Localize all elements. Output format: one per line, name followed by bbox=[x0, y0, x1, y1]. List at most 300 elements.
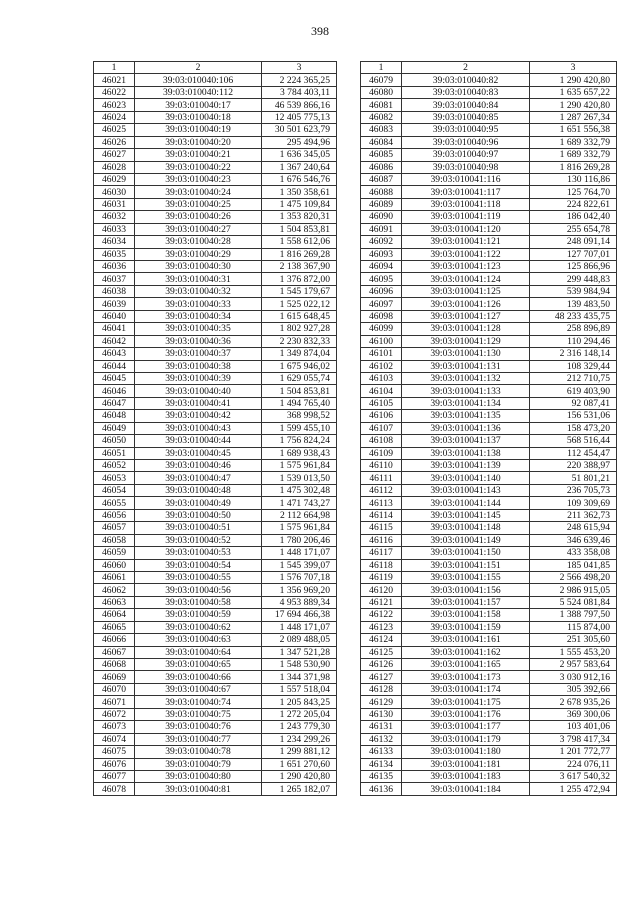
cadastral-number-cell: 39:03:010040:27 bbox=[135, 223, 262, 235]
row-number-cell: 46042 bbox=[94, 335, 135, 347]
table-row bbox=[94, 360, 337, 372]
cadastral-number-cell: 39:03:010041:159 bbox=[402, 621, 530, 633]
cadastral-number-cell: 39:03:010041:122 bbox=[402, 248, 530, 260]
cadastral-number-cell: 39:03:010040:106 bbox=[135, 74, 262, 86]
table-row bbox=[361, 484, 617, 496]
row-number-cell: 46135 bbox=[361, 770, 402, 782]
value-cell: 1 243 779,30 bbox=[262, 721, 337, 733]
cadastral-number-cell: 39:03:010041:121 bbox=[402, 236, 530, 248]
value-cell: 1 349 874,04 bbox=[262, 348, 337, 360]
cadastral-number-cell: 39:03:010041:116 bbox=[402, 173, 530, 185]
row-number-cell: 46088 bbox=[361, 186, 402, 198]
table-row bbox=[94, 435, 337, 447]
cadastral-number-cell: 39:03:010041:125 bbox=[402, 285, 530, 297]
value-cell: 539 984,94 bbox=[530, 285, 617, 297]
left-table-body bbox=[94, 74, 337, 795]
table-row bbox=[94, 149, 337, 161]
cadastral-number-cell: 39:03:010041:136 bbox=[402, 422, 530, 434]
value-cell: 1 290 420,80 bbox=[530, 74, 617, 86]
value-cell: 1 475 109,84 bbox=[262, 198, 337, 210]
table-row bbox=[361, 659, 617, 671]
table-row bbox=[361, 447, 617, 459]
table-row bbox=[361, 571, 617, 583]
header-cell-2: 2 bbox=[135, 62, 262, 74]
header-row bbox=[94, 62, 337, 74]
table-row bbox=[361, 99, 617, 111]
table-row bbox=[361, 472, 617, 484]
cadastral-number-cell: 39:03:010040:28 bbox=[135, 236, 262, 248]
value-cell: 127 707,01 bbox=[530, 248, 617, 260]
cadastral-number-cell: 39:03:010040:23 bbox=[135, 173, 262, 185]
row-number-cell: 46124 bbox=[361, 634, 402, 646]
row-number-cell: 46048 bbox=[94, 410, 135, 422]
row-number-cell: 46064 bbox=[94, 609, 135, 621]
table-row bbox=[361, 124, 617, 136]
row-number-cell: 46113 bbox=[361, 497, 402, 509]
value-cell: 305 392,66 bbox=[530, 683, 617, 695]
table-row bbox=[94, 770, 337, 782]
cadastral-number-cell: 39:03:010040:33 bbox=[135, 298, 262, 310]
cadastral-number-cell: 39:03:010040:24 bbox=[135, 186, 262, 198]
cadastral-number-cell: 39:03:010041:119 bbox=[402, 211, 530, 223]
value-cell: 255 654,78 bbox=[530, 223, 617, 235]
table-row bbox=[361, 596, 617, 608]
cadastral-number-cell: 39:03:010041:144 bbox=[402, 497, 530, 509]
cadastral-number-cell: 39:03:010040:26 bbox=[135, 211, 262, 223]
cadastral-number-cell: 39:03:010040:96 bbox=[402, 136, 530, 148]
cadastral-number-cell: 39:03:010041:117 bbox=[402, 186, 530, 198]
cadastral-number-cell: 39:03:010041:162 bbox=[402, 646, 530, 658]
table-row bbox=[361, 261, 617, 273]
row-number-cell: 46057 bbox=[94, 522, 135, 534]
cadastral-number-cell: 39:03:010040:59 bbox=[135, 609, 262, 621]
header-cell-2: 2 bbox=[402, 62, 530, 74]
value-cell: 1 525 022,12 bbox=[262, 298, 337, 310]
table-row bbox=[361, 721, 617, 733]
value-cell: 17 694 466,38 bbox=[262, 609, 337, 621]
row-number-cell: 46080 bbox=[361, 86, 402, 98]
row-number-cell: 46078 bbox=[94, 783, 135, 795]
row-number-cell: 46073 bbox=[94, 721, 135, 733]
cadastral-number-cell: 39:03:010040:95 bbox=[402, 124, 530, 136]
table-row bbox=[94, 136, 337, 148]
value-cell: 1 475 302,48 bbox=[262, 484, 337, 496]
cadastral-number-cell: 39:03:010041:134 bbox=[402, 397, 530, 409]
row-number-cell: 46134 bbox=[361, 758, 402, 770]
value-cell: 1 504 853,81 bbox=[262, 385, 337, 397]
cadastral-number-cell: 39:03:010041:120 bbox=[402, 223, 530, 235]
value-cell: 433 358,08 bbox=[530, 547, 617, 559]
table-row bbox=[361, 435, 617, 447]
table-row bbox=[94, 571, 337, 583]
row-number-cell: 46076 bbox=[94, 758, 135, 770]
value-cell: 295 494,96 bbox=[262, 136, 337, 148]
cadastral-number-cell: 39:03:010040:38 bbox=[135, 360, 262, 372]
table-row bbox=[94, 310, 337, 322]
table-row bbox=[361, 509, 617, 521]
cadastral-number-cell: 39:03:010040:32 bbox=[135, 285, 262, 297]
cadastral-number-cell: 39:03:010040:50 bbox=[135, 509, 262, 521]
table-row bbox=[94, 111, 337, 123]
table-row bbox=[361, 534, 617, 546]
cadastral-number-cell: 39:03:010040:66 bbox=[135, 671, 262, 683]
table-row bbox=[361, 634, 617, 646]
row-number-cell: 46025 bbox=[94, 124, 135, 136]
row-number-cell: 46099 bbox=[361, 323, 402, 335]
value-cell: 2 230 832,33 bbox=[262, 335, 337, 347]
cadastral-number-cell: 39:03:010040:98 bbox=[402, 161, 530, 173]
right-table-body bbox=[361, 74, 617, 795]
value-cell: 368 998,52 bbox=[262, 410, 337, 422]
value-cell: 224 822,61 bbox=[530, 198, 617, 210]
row-number-cell: 46065 bbox=[94, 621, 135, 633]
header-cell-3: 3 bbox=[262, 62, 337, 74]
row-number-cell: 46095 bbox=[361, 273, 402, 285]
row-number-cell: 46044 bbox=[94, 360, 135, 372]
row-number-cell: 46070 bbox=[94, 683, 135, 695]
table-row bbox=[361, 86, 617, 98]
cadastral-number-cell: 39:03:010040:37 bbox=[135, 348, 262, 360]
cadastral-number-cell: 39:03:010040:77 bbox=[135, 733, 262, 745]
row-number-cell: 46098 bbox=[361, 310, 402, 322]
table-row bbox=[361, 758, 617, 770]
table-row bbox=[361, 422, 617, 434]
table-row bbox=[94, 522, 337, 534]
cadastral-number-cell: 39:03:010040:49 bbox=[135, 497, 262, 509]
row-number-cell: 46104 bbox=[361, 385, 402, 397]
value-cell: 1 555 453,20 bbox=[530, 646, 617, 658]
table-row bbox=[361, 236, 617, 248]
row-number-cell: 46125 bbox=[361, 646, 402, 658]
row-number-cell: 46129 bbox=[361, 696, 402, 708]
table-row bbox=[94, 211, 337, 223]
table-row bbox=[361, 149, 617, 161]
row-number-cell: 46034 bbox=[94, 236, 135, 248]
table-row bbox=[361, 173, 617, 185]
cadastral-number-cell: 39:03:010040:80 bbox=[135, 770, 262, 782]
row-number-cell: 46108 bbox=[361, 435, 402, 447]
table-row bbox=[94, 223, 337, 235]
value-cell: 115 874,00 bbox=[530, 621, 617, 633]
table-row bbox=[94, 621, 337, 633]
row-number-cell: 46022 bbox=[94, 86, 135, 98]
row-number-cell: 46069 bbox=[94, 671, 135, 683]
table-row bbox=[94, 534, 337, 546]
value-cell: 1 651 270,60 bbox=[262, 758, 337, 770]
row-number-cell: 46061 bbox=[94, 571, 135, 583]
cadastral-number-cell: 39:03:010041:158 bbox=[402, 609, 530, 621]
table-row bbox=[361, 136, 617, 148]
cadastral-number-cell: 39:03:010040:58 bbox=[135, 596, 262, 608]
table-row bbox=[94, 460, 337, 472]
row-number-cell: 46097 bbox=[361, 298, 402, 310]
table-row bbox=[361, 410, 617, 422]
value-cell: 1 290 420,80 bbox=[262, 770, 337, 782]
value-cell: 1 287 267,34 bbox=[530, 111, 617, 123]
table-row bbox=[361, 733, 617, 745]
row-number-cell: 46114 bbox=[361, 509, 402, 521]
table-row bbox=[94, 659, 337, 671]
table-row bbox=[94, 298, 337, 310]
table-row bbox=[361, 522, 617, 534]
cadastral-number-cell: 39:03:010040:44 bbox=[135, 435, 262, 447]
cadastral-number-cell: 39:03:010040:43 bbox=[135, 422, 262, 434]
cadastral-number-cell: 39:03:010041:131 bbox=[402, 360, 530, 372]
row-number-cell: 46107 bbox=[361, 422, 402, 434]
value-cell: 51 801,21 bbox=[530, 472, 617, 484]
value-cell: 1 494 765,40 bbox=[262, 397, 337, 409]
row-number-cell: 46050 bbox=[94, 435, 135, 447]
value-cell: 1 558 612,06 bbox=[262, 236, 337, 248]
row-number-cell: 46089 bbox=[361, 198, 402, 210]
row-number-cell: 46056 bbox=[94, 509, 135, 521]
cadastral-number-cell: 39:03:010040:30 bbox=[135, 261, 262, 273]
cadastral-number-cell: 39:03:010040:19 bbox=[135, 124, 262, 136]
value-cell: 1 299 881,12 bbox=[262, 746, 337, 758]
value-cell: 1 629 055,74 bbox=[262, 372, 337, 384]
table-row bbox=[94, 248, 337, 260]
table-row bbox=[361, 621, 617, 633]
table-row bbox=[361, 385, 617, 397]
value-cell: 1 545 399,07 bbox=[262, 559, 337, 571]
value-cell: 3 784 403,11 bbox=[262, 86, 337, 98]
table-row bbox=[361, 223, 617, 235]
value-cell: 108 329,44 bbox=[530, 360, 617, 372]
row-number-cell: 46072 bbox=[94, 708, 135, 720]
table-row bbox=[94, 372, 337, 384]
value-cell: 3 798 417,34 bbox=[530, 733, 617, 745]
value-cell: 1 376 872,00 bbox=[262, 273, 337, 285]
value-cell: 92 087,41 bbox=[530, 397, 617, 409]
table-row bbox=[94, 646, 337, 658]
cadastral-number-cell: 39:03:010041:165 bbox=[402, 659, 530, 671]
table-row bbox=[94, 497, 337, 509]
row-number-cell: 46029 bbox=[94, 173, 135, 185]
value-cell: 2 112 664,98 bbox=[262, 509, 337, 521]
table-row bbox=[94, 484, 337, 496]
row-number-cell: 46053 bbox=[94, 472, 135, 484]
row-number-cell: 46063 bbox=[94, 596, 135, 608]
value-cell: 1 599 455,10 bbox=[262, 422, 337, 434]
table-row bbox=[361, 111, 617, 123]
cadastral-number-cell: 39:03:010041:140 bbox=[402, 472, 530, 484]
cadastral-number-cell: 39:03:010040:18 bbox=[135, 111, 262, 123]
row-number-cell: 46082 bbox=[361, 111, 402, 123]
row-number-cell: 46026 bbox=[94, 136, 135, 148]
row-number-cell: 46120 bbox=[361, 584, 402, 596]
row-number-cell: 46049 bbox=[94, 422, 135, 434]
table-row bbox=[94, 198, 337, 210]
value-cell: 248 615,94 bbox=[530, 522, 617, 534]
table-row bbox=[361, 248, 617, 260]
table-row bbox=[94, 509, 337, 521]
cadastral-number-cell: 39:03:010041:183 bbox=[402, 770, 530, 782]
table-row bbox=[361, 348, 617, 360]
cadastral-number-cell: 39:03:010040:65 bbox=[135, 659, 262, 671]
table-row bbox=[361, 559, 617, 571]
value-cell: 1 353 820,31 bbox=[262, 211, 337, 223]
cadastral-number-cell: 39:03:010041:184 bbox=[402, 783, 530, 795]
row-number-cell: 46116 bbox=[361, 534, 402, 546]
row-number-cell: 46037 bbox=[94, 273, 135, 285]
row-number-cell: 46032 bbox=[94, 211, 135, 223]
value-cell: 1 636 345,05 bbox=[262, 149, 337, 161]
cadastral-number-cell: 39:03:010040:55 bbox=[135, 571, 262, 583]
table-row bbox=[94, 683, 337, 695]
table-row bbox=[94, 559, 337, 571]
value-cell: 3 617 540,32 bbox=[530, 770, 617, 782]
row-number-cell: 46133 bbox=[361, 746, 402, 758]
cadastral-number-cell: 39:03:010040:17 bbox=[135, 99, 262, 111]
table-row bbox=[361, 198, 617, 210]
table-row bbox=[94, 696, 337, 708]
row-number-cell: 46047 bbox=[94, 397, 135, 409]
cadastral-number-cell: 39:03:010040:48 bbox=[135, 484, 262, 496]
value-cell: 1 675 946,02 bbox=[262, 360, 337, 372]
table-row bbox=[94, 236, 337, 248]
value-cell: 1 205 843,25 bbox=[262, 696, 337, 708]
table-row bbox=[94, 273, 337, 285]
row-number-cell: 46111 bbox=[361, 472, 402, 484]
row-number-cell: 46028 bbox=[94, 161, 135, 173]
cadastral-number-cell: 39:03:010041:118 bbox=[402, 198, 530, 210]
value-cell: 2 566 498,20 bbox=[530, 571, 617, 583]
value-cell: 1 201 772,77 bbox=[530, 746, 617, 758]
cadastral-number-cell: 39:03:010040:53 bbox=[135, 547, 262, 559]
row-number-cell: 46084 bbox=[361, 136, 402, 148]
table-row bbox=[94, 335, 337, 347]
cadastral-number-cell: 39:03:010041:138 bbox=[402, 447, 530, 459]
row-number-cell: 46121 bbox=[361, 596, 402, 608]
cadastral-number-cell: 39:03:010041:157 bbox=[402, 596, 530, 608]
table-row bbox=[361, 335, 617, 347]
cadastral-number-cell: 39:03:010040:78 bbox=[135, 746, 262, 758]
cadastral-number-cell: 39:03:010040:45 bbox=[135, 447, 262, 459]
header-row bbox=[361, 62, 617, 74]
cadastral-number-cell: 39:03:010040:56 bbox=[135, 584, 262, 596]
table-row bbox=[94, 447, 337, 459]
row-number-cell: 46086 bbox=[361, 161, 402, 173]
table-row bbox=[361, 186, 617, 198]
table-row bbox=[94, 746, 337, 758]
value-cell: 1 344 371,98 bbox=[262, 671, 337, 683]
table-row bbox=[361, 683, 617, 695]
value-cell: 5 524 081,84 bbox=[530, 596, 617, 608]
value-cell: 109 309,69 bbox=[530, 497, 617, 509]
row-number-cell: 46087 bbox=[361, 173, 402, 185]
value-cell: 4 953 889,34 bbox=[262, 596, 337, 608]
value-cell: 1 576 707,18 bbox=[262, 571, 337, 583]
table-row bbox=[361, 770, 617, 782]
cadastral-number-cell: 39:03:010040:36 bbox=[135, 335, 262, 347]
table-row bbox=[94, 385, 337, 397]
cadastral-number-cell: 39:03:010041:132 bbox=[402, 372, 530, 384]
row-number-cell: 46132 bbox=[361, 733, 402, 745]
row-number-cell: 46052 bbox=[94, 460, 135, 472]
row-number-cell: 46068 bbox=[94, 659, 135, 671]
value-cell: 1 367 240,64 bbox=[262, 161, 337, 173]
row-number-cell: 46077 bbox=[94, 770, 135, 782]
table-row bbox=[361, 609, 617, 621]
value-cell: 2 678 935,26 bbox=[530, 696, 617, 708]
cadastral-number-cell: 39:03:010041:175 bbox=[402, 696, 530, 708]
value-cell: 220 388,97 bbox=[530, 460, 617, 472]
value-cell: 211 362,73 bbox=[530, 509, 617, 521]
cadastral-number-cell: 39:03:010040:97 bbox=[402, 149, 530, 161]
cadastral-number-cell: 39:03:010041:139 bbox=[402, 460, 530, 472]
cadastral-number-cell: 39:03:010040:25 bbox=[135, 198, 262, 210]
cadastral-number-cell: 39:03:010041:133 bbox=[402, 385, 530, 397]
table-row bbox=[361, 285, 617, 297]
table-row bbox=[361, 211, 617, 223]
table-row bbox=[94, 783, 337, 795]
row-number-cell: 46109 bbox=[361, 447, 402, 459]
row-number-cell: 46027 bbox=[94, 149, 135, 161]
value-cell: 1 448 171,07 bbox=[262, 547, 337, 559]
value-cell: 112 454,47 bbox=[530, 447, 617, 459]
row-number-cell: 46131 bbox=[361, 721, 402, 733]
value-cell: 103 401,06 bbox=[530, 721, 617, 733]
right-table bbox=[360, 61, 617, 796]
row-number-cell: 46021 bbox=[94, 74, 135, 86]
table-row bbox=[94, 721, 337, 733]
cadastral-number-cell: 39:03:010041:137 bbox=[402, 435, 530, 447]
table-row bbox=[361, 646, 617, 658]
row-number-cell: 46127 bbox=[361, 671, 402, 683]
row-number-cell: 46123 bbox=[361, 621, 402, 633]
cadastral-number-cell: 39:03:010041:143 bbox=[402, 484, 530, 496]
row-number-cell: 46066 bbox=[94, 634, 135, 646]
row-number-cell: 46091 bbox=[361, 223, 402, 235]
page-number: 398 bbox=[311, 24, 329, 38]
value-cell: 48 233 435,75 bbox=[530, 310, 617, 322]
row-number-cell: 46130 bbox=[361, 708, 402, 720]
value-cell: 1 265 182,07 bbox=[262, 783, 337, 795]
row-number-cell: 46074 bbox=[94, 733, 135, 745]
row-number-cell: 46062 bbox=[94, 584, 135, 596]
row-number-cell: 46059 bbox=[94, 547, 135, 559]
row-number-cell: 46079 bbox=[361, 74, 402, 86]
table-row bbox=[94, 472, 337, 484]
value-cell: 3 030 912,16 bbox=[530, 671, 617, 683]
value-cell: 1 635 657,22 bbox=[530, 86, 617, 98]
value-cell: 258 896,89 bbox=[530, 323, 617, 335]
table-row bbox=[361, 360, 617, 372]
value-cell: 1 676 546,76 bbox=[262, 173, 337, 185]
table-row bbox=[94, 634, 337, 646]
cadastral-number-cell: 39:03:010040:46 bbox=[135, 460, 262, 472]
cadastral-number-cell: 39:03:010041:161 bbox=[402, 634, 530, 646]
value-cell: 299 448,83 bbox=[530, 273, 617, 285]
row-number-cell: 46035 bbox=[94, 248, 135, 260]
value-cell: 1 816 269,28 bbox=[262, 248, 337, 260]
left-table bbox=[93, 61, 337, 796]
value-cell: 1 290 420,80 bbox=[530, 99, 617, 111]
table-row bbox=[361, 746, 617, 758]
table-row bbox=[361, 310, 617, 322]
value-cell: 346 639,46 bbox=[530, 534, 617, 546]
cadastral-number-cell: 39:03:010040:29 bbox=[135, 248, 262, 260]
cadastral-number-cell: 39:03:010041:176 bbox=[402, 708, 530, 720]
row-number-cell: 46046 bbox=[94, 385, 135, 397]
row-number-cell: 46036 bbox=[94, 261, 135, 273]
table-row bbox=[94, 708, 337, 720]
cadastral-number-cell: 39:03:010040:81 bbox=[135, 783, 262, 795]
row-number-cell: 46112 bbox=[361, 484, 402, 496]
row-number-cell: 46038 bbox=[94, 285, 135, 297]
cadastral-number-cell: 39:03:010041:181 bbox=[402, 758, 530, 770]
cadastral-number-cell: 39:03:010040:83 bbox=[402, 86, 530, 98]
